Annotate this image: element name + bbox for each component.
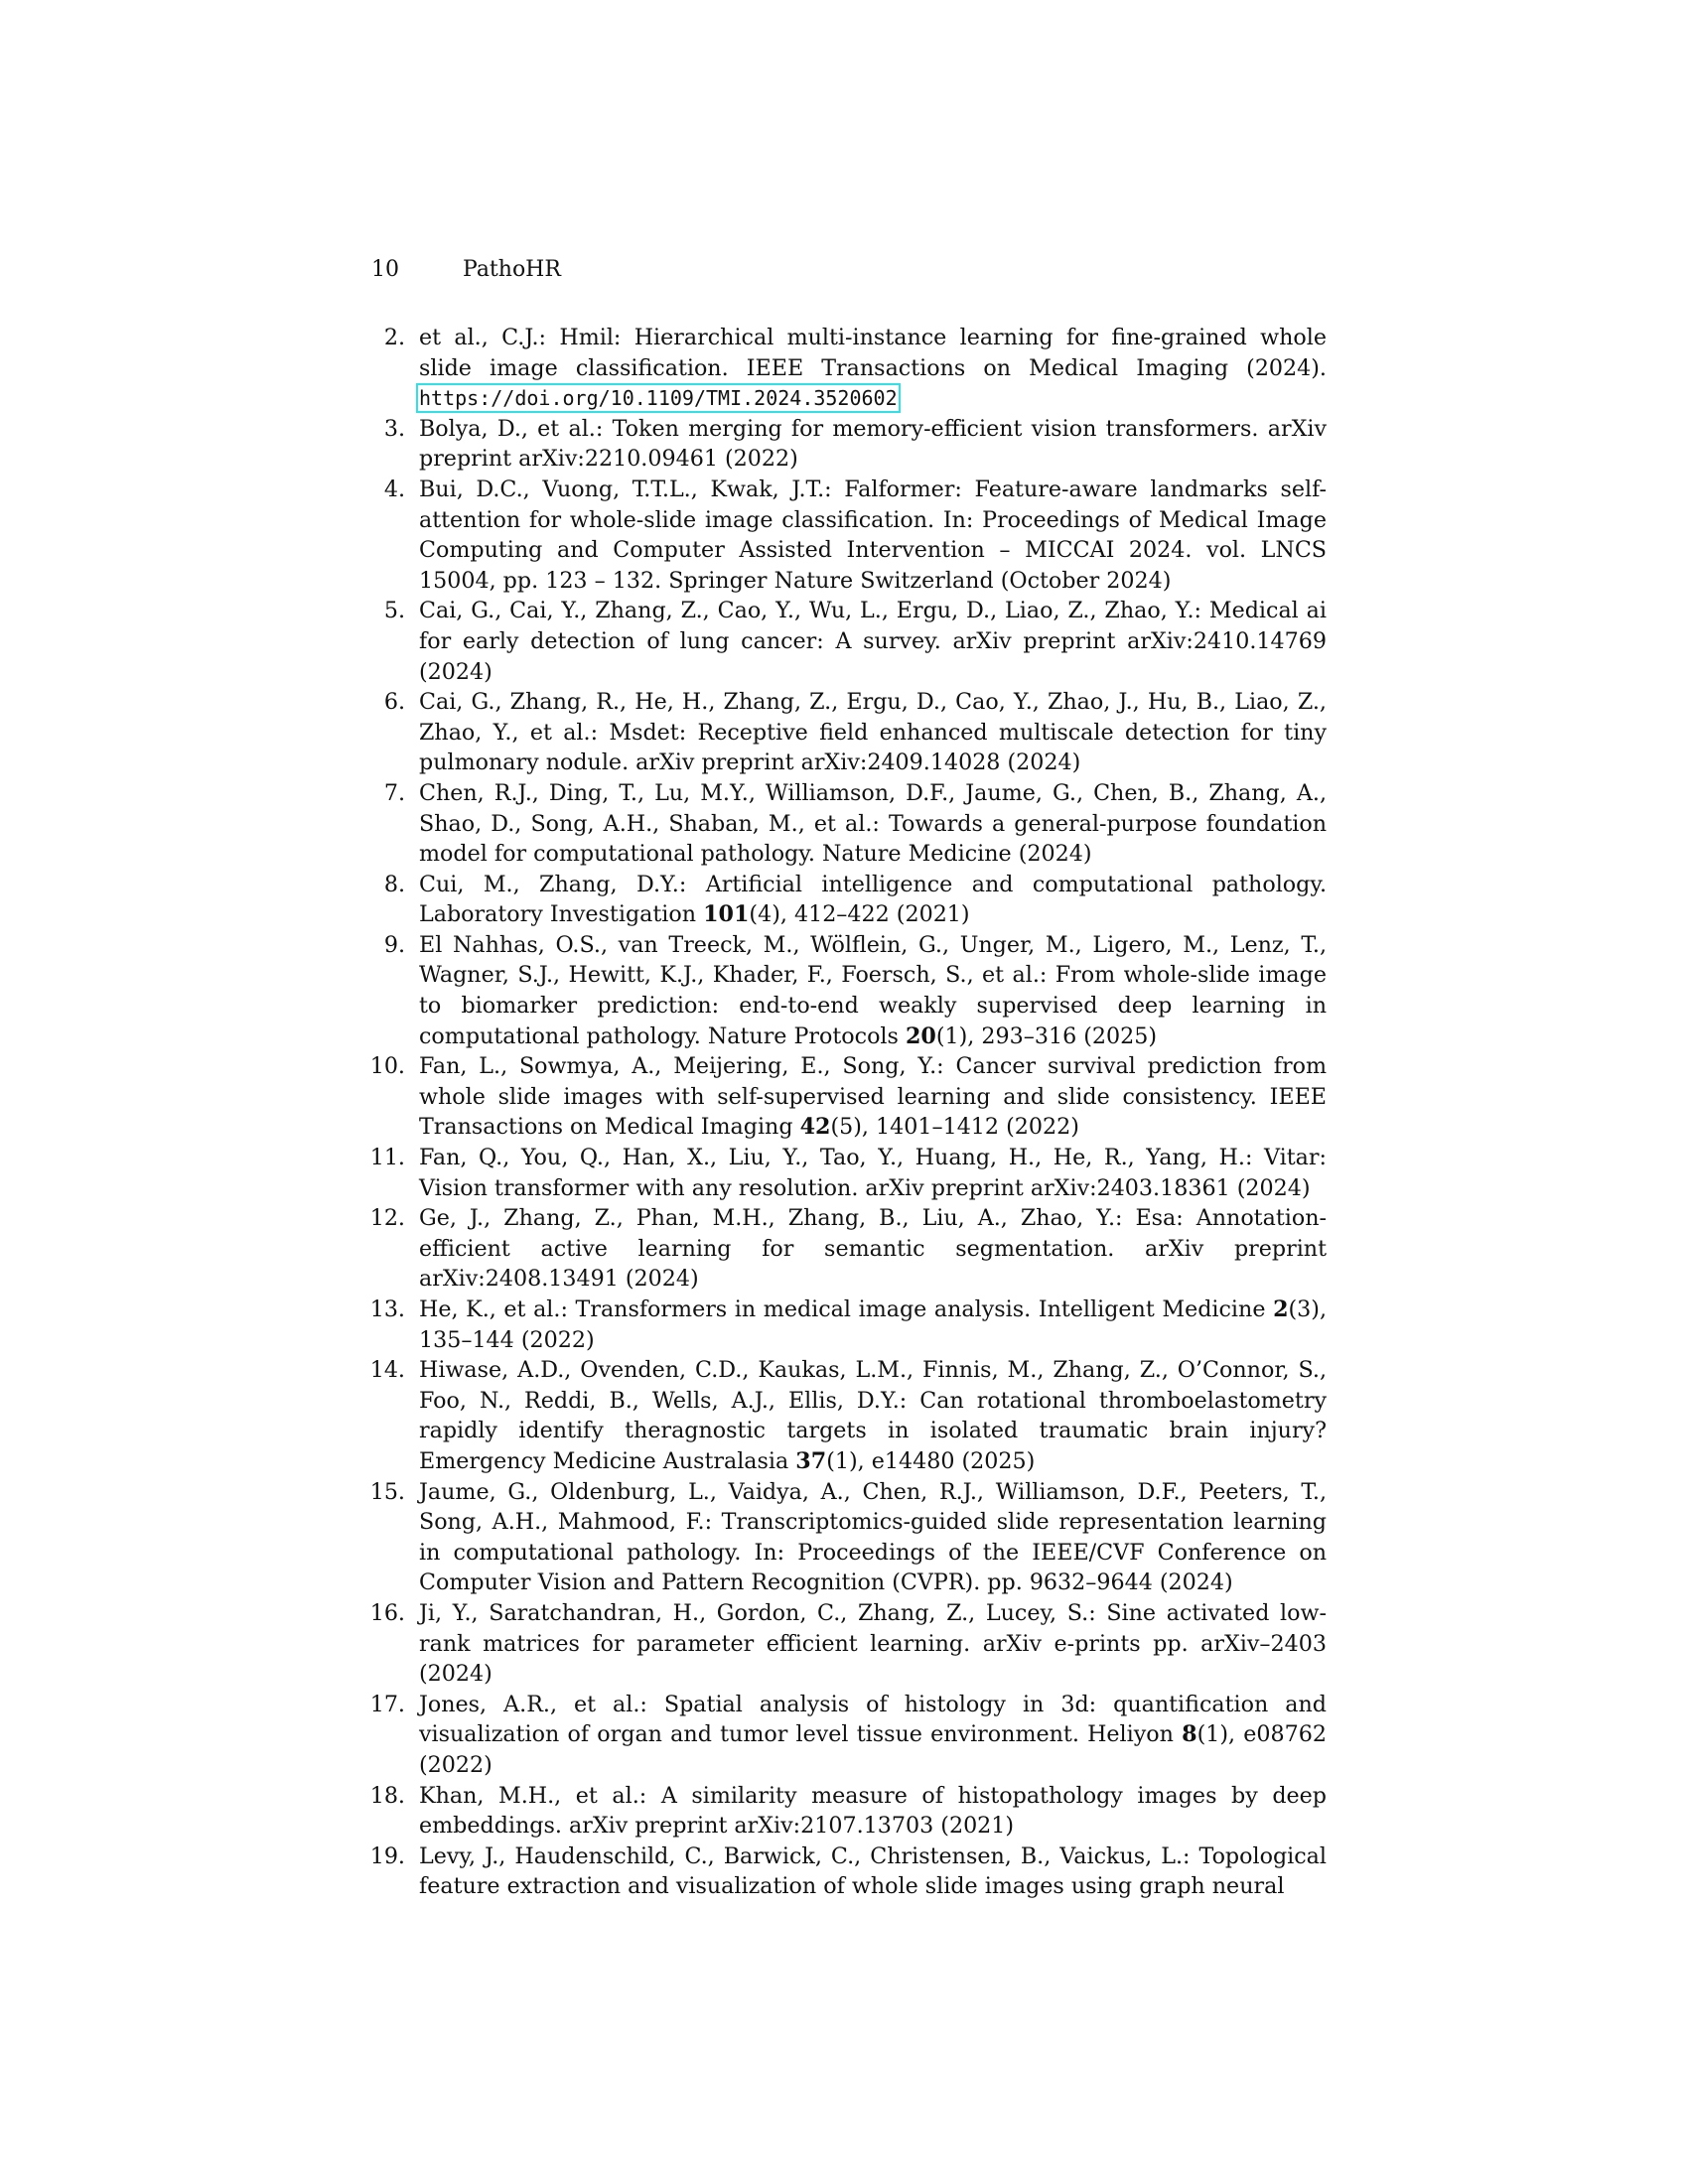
reference-item — [367, 596, 1327, 687]
reference-text — [419, 1145, 1327, 1201]
reference-item — [367, 1355, 1327, 1476]
reference-item — [367, 870, 1327, 930]
reference-text — [419, 1297, 1327, 1353]
reference-item — [367, 323, 1327, 414]
reference-number: 8. — [383, 871, 405, 897]
reference-segment: Ji, Y., Saratchandran, H., Gordon, C., Zhang, Z., Lucey, S.: Sine activated low-rank matrices for parameter efficient learning. arXiv e-prints pp. arXiv–2403 (2024) — [419, 1599, 1327, 1688]
reference-number: 4. — [383, 476, 405, 502]
volume-number: 101 — [703, 901, 750, 928]
reference-segment: El Nahhas, O.S., van Treeck, M., Wölflein, G., Unger, M., Ligero, M., Lenz, T., Wagner, S.J., Hewitt, K.J., Khader, F., Foersch, S., et al.: From whole-slide image to biomarker prediction: end-to-end weakly supervised deep learning in computational pathology. Nature Protocols — [419, 931, 1327, 1049]
reference-text — [419, 416, 1327, 473]
reference-item — [367, 475, 1327, 596]
reference-text — [419, 1053, 1327, 1140]
reference-segment: Cai, G., Zhang, R., He, H., Zhang, Z., Ergu, D., Cao, Y., Zhao, J., Hu, B., Liao, Z., Zhao, Y., et al.: Msdet: Receptive field enhanced multiscale detection for tiny pulmonary nodule. arXiv preprint arXiv:2409.14028 (2024) — [419, 689, 1327, 776]
reference-text — [419, 689, 1327, 775]
reference-segment: Fan, Q., You, Q., Han, X., Liu, Y., Tao, Y., Huang, H., He, R., Yang, H.: Vitar: Vision transformer with any resolution. arXiv preprint arXiv:2403.18361 (2024) — [419, 1145, 1327, 1201]
reference-item — [367, 1477, 1327, 1598]
reference-segment: (1), 293–316 (2025) — [935, 1023, 1158, 1049]
reference-text — [419, 1357, 1327, 1474]
reference-number: 15. — [369, 1478, 405, 1505]
reference-segment: Chen, R.J., Ding, T., Lu, M.Y., Williamson, D.F., Jaume, G., Chen, B., Zhang, A., Shao, D., Song, A.H., Shaban, M., et al.: Towards a general-purpose foundation model for computational pathology. Nature Medicine (2024) — [419, 779, 1327, 868]
reference-text — [419, 598, 1327, 684]
reference-segment: Levy, J., Haudenschild, C., Barwick, C., Christensen, B., Vaickus, L.: Topological feature extraction and visualization of whole slide images using graph neural — [419, 1843, 1327, 1900]
reference-segment: Bui, D.C., Vuong, T.T.L., Kwak, J.T.: Falformer: Feature-aware landmarks self-attention for whole-slide image classification. In: Proceedings of Medical Image Computing and Computer Assisted Intervention – MICCAI 2024. vol. LNCS 15004, pp. 123 – 132. Springer Nature Switzerland (October 2024) — [419, 476, 1327, 594]
reference-number: 19. — [369, 1843, 405, 1869]
reference-item — [367, 1143, 1327, 1203]
volume-number: 42 — [799, 1114, 831, 1141]
reference-text — [419, 780, 1327, 867]
volume-number: 37 — [795, 1447, 827, 1474]
reference-item — [367, 1051, 1327, 1143]
reference-item — [367, 1842, 1327, 1902]
running-header — [371, 250, 1325, 290]
reference-segment: Cui, M., Zhang, D.Y.: Artificial intelligence and computational pathology. Laboratory Investigation — [419, 871, 1327, 928]
reference-text — [419, 872, 1327, 928]
reference-item — [367, 1598, 1327, 1690]
reference-segment: (1), e14480 (2025) — [826, 1447, 1036, 1474]
running-title: PathoHR — [463, 257, 561, 282]
reference-segment: Jaume, G., Oldenburg, L., Vaidya, A., Chen, R.J., Williamson, D.F., Peeters, T., Song, A.H., Mahmood, F.: Transcriptomics-guided slide representation learning in computational pathology. In: Proceedings of the IEEE/CVF Conference on Computer Vision and Pattern Recognition (CVPR). pp. 9632–9644 (2024) — [419, 1478, 1327, 1596]
doi-link[interactable]: https://doi.org/10.1109/TMI.2024.3520602 — [419, 386, 898, 411]
page-number: 10 — [371, 257, 399, 282]
volume-number: 20 — [905, 1023, 936, 1049]
reference-number: 12. — [369, 1205, 405, 1232]
reference-list — [367, 323, 1327, 1902]
reference-segment: He, K., et al.: Transformers in medical image analysis. Intelligent Medicine — [419, 1297, 1274, 1322]
reference-segment: Cai, G., Cai, Y., Zhang, Z., Cao, Y., Wu, L., Ergu, D., Liao, Z., Zhao, Y.: Medical ai for early detection of lung cancer: A survey. arXiv preprint arXiv:2410.14769 (2024) — [419, 598, 1327, 685]
reference-number: 10. — [369, 1053, 405, 1080]
reference-item — [367, 778, 1327, 870]
reference-item — [367, 930, 1327, 1051]
reference-text — [419, 1783, 1327, 1840]
reference-text — [419, 1479, 1327, 1596]
reference-text — [419, 477, 1327, 594]
reference-segment: (5), 1401–1412 (2022) — [830, 1114, 1079, 1141]
reference-number: 9. — [383, 931, 405, 958]
volume-number: 2 — [1273, 1297, 1289, 1322]
reference-number: 18. — [369, 1782, 405, 1809]
reference-item — [367, 1781, 1327, 1842]
reference-number: 7. — [383, 779, 405, 806]
reference-number: 14. — [369, 1357, 405, 1384]
reference-item — [367, 687, 1327, 778]
reference-segment: (3), 135–144 (2022) — [419, 1297, 1327, 1353]
volume-number: 8 — [1182, 1721, 1197, 1748]
reference-number: 16. — [369, 1599, 405, 1626]
reference-number: 11. — [369, 1145, 405, 1171]
reference-segment: (4), 412–422 (2021) — [749, 901, 970, 928]
reference-segment: Jones, A.R., et al.: Spatial analysis of histology in 3d: quantification and visualization of organ and tumor level tissue environment. Heliyon — [419, 1691, 1327, 1748]
reference-item — [367, 1203, 1327, 1295]
reference-segment: et al., C.J.: Hmil: Hierarchical multi-instance learning for fine-grained whole slide image classification. IEEE Transactions on Medical Imaging (2024). — [419, 325, 1327, 381]
reference-text — [419, 1692, 1327, 1778]
reference-segment: Bolya, D., et al.: Token merging for memory-efficient vision transformers. arXiv preprint arXiv:2210.09461 (2022) — [419, 415, 1327, 473]
reference-number: 3. — [383, 415, 405, 442]
reference-number: 5. — [383, 598, 405, 624]
reference-text — [419, 1843, 1327, 1900]
reference-segment: Hiwase, A.D., Ovenden, C.D., Kaukas, L.M., Finnis, M., Zhang, Z., O’Connor, S., Foo, N., Reddi, B., Wells, A.J., Ellis, D.Y.: Can rotational thromboelastometry rapidly identify theragnostic targets in isolated traumatic brain injury? Emergency Medicine Australasia — [419, 1357, 1327, 1474]
reference-item — [367, 414, 1327, 475]
reference-segment: Khan, M.H., et al.: A similarity measure of histopathology images by deep embeddings. arXiv preprint arXiv:2107.13703 (2021) — [419, 1782, 1327, 1840]
reference-number: 17. — [369, 1691, 405, 1717]
reference-item — [367, 1295, 1327, 1355]
reference-number: 2. — [383, 325, 405, 350]
reference-item — [367, 1690, 1327, 1781]
reference-number: 6. — [383, 689, 405, 716]
reference-segment: Fan, L., Sowmya, A., Meijering, E., Song, Y.: Cancer survival prediction from whole slide images with self-supervised learning and slide consistency. IEEE Transactions on Medical Imaging — [419, 1053, 1327, 1141]
reference-text — [419, 1205, 1327, 1292]
reference-segment: (1), e08762 (2022) — [419, 1721, 1327, 1778]
reference-number: 13. — [369, 1297, 405, 1322]
reference-text — [419, 1600, 1327, 1687]
reference-text — [419, 932, 1327, 1049]
reference-segment: Ge, J., Zhang, Z., Phan, M.H., Zhang, B., Liu, A., Zhao, Y.: Esa: Annotation-efficient active learning for semantic segmentation. arXiv preprint arXiv:2408.13491 (2024) — [419, 1205, 1327, 1293]
reference-text — [419, 325, 1327, 411]
